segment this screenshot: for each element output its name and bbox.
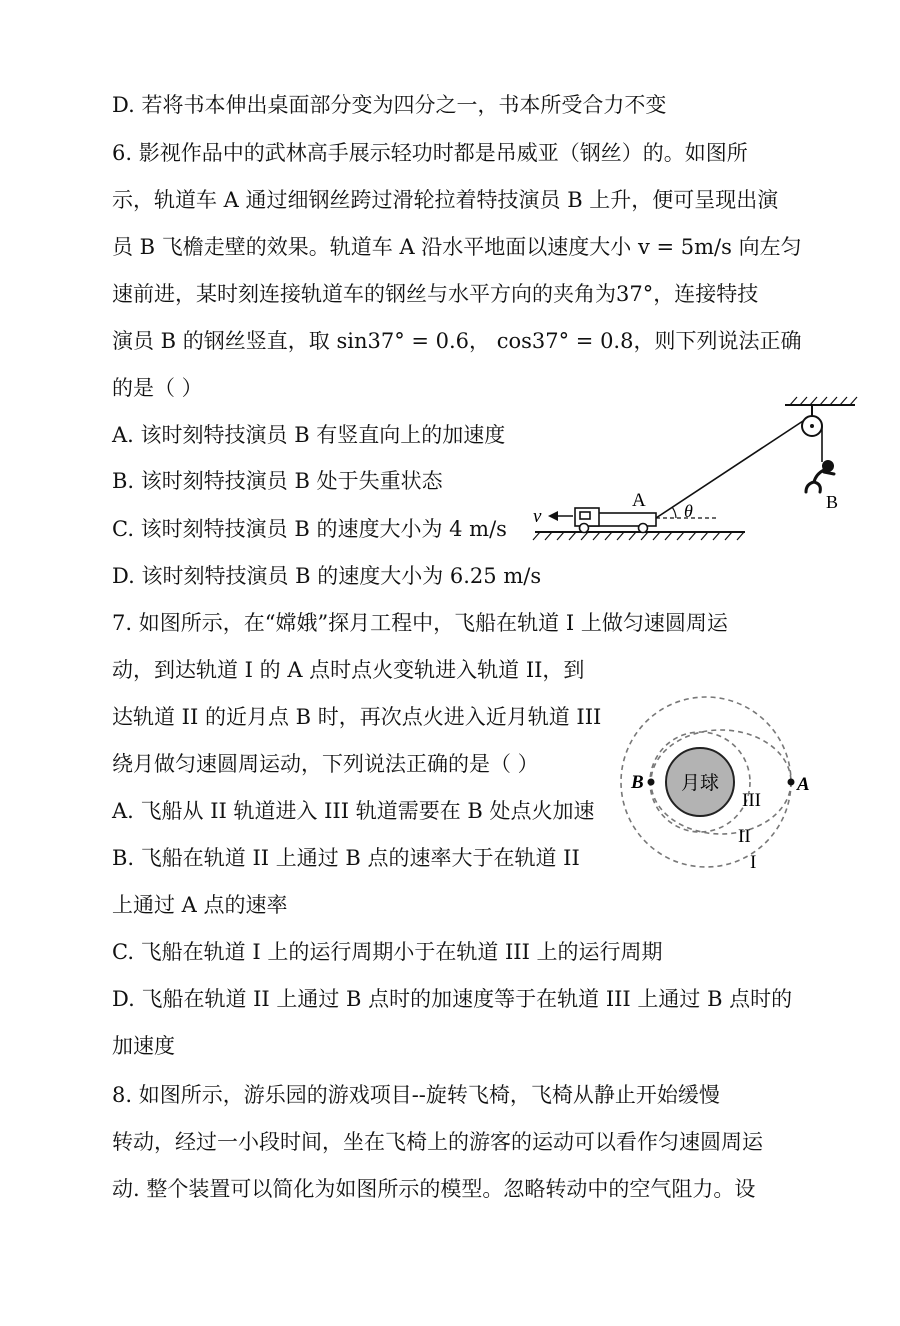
label-theta: θ	[684, 501, 693, 521]
label-v: v	[533, 506, 542, 527]
q7-option-b: B. 飞船在轨道 II 上通过 B 点的速率大于在轨道 II	[112, 846, 580, 870]
q7-option-b-cont: 上通过 A 点的速率	[112, 893, 288, 917]
q7-stem-line: 7. 如图所示，在“嫦娥”探月工程中，飞船在轨道 I 上做匀速圆周运	[112, 611, 728, 635]
q7-option-a: A. 飞船从 II 轨道进入 III 轨道需要在 B 处点火加速	[112, 799, 595, 823]
q6-stem-line: 员 B 飞檐走壁的效果。轨道车 A 沿水平地面以速度大小 v = 5m/s 向左匀	[112, 235, 802, 259]
label-a: A	[797, 774, 810, 795]
label-b: B	[631, 772, 644, 793]
q6-option-b: B. 该时刻特技演员 B 处于失重状态	[112, 469, 443, 493]
q6-stem-line: 6. 影视作品中的武林高手展示轻功时都是吊威亚（钢丝）的。如图所	[112, 141, 748, 165]
label-orbit-3: III	[742, 790, 761, 811]
q7-option-d: D. 飞船在轨道 II 上通过 B 点时的加速度等于在轨道 III 上通过 B 点时的	[112, 987, 793, 1011]
label-b: B	[826, 492, 839, 512]
label-orbit-1: I	[750, 852, 757, 873]
label-orbit-2: II	[738, 826, 751, 847]
q5-option-d: D. 若将书本伸出桌面部分变为四分之一，书本所受合力不变	[112, 93, 667, 117]
q7-stem-line: 达轨道 II 的近月点 B 时，再次点火进入近月轨道 III	[112, 705, 602, 729]
q6-stem-line: 示，轨道车 A 通过细钢丝跨过滑轮拉着特技演员 B 上升，便可呈现出演	[112, 188, 779, 212]
q6-option-d: D. 该时刻特技演员 B 的速度大小为 6.25 m/s	[112, 564, 542, 588]
q6-stem-line: 演员 B 的钢丝竖直，取 sin37° = 0.6， cos37° = 0.8，则下列说法正确	[112, 329, 802, 353]
q6-stem-line: 速前进，某时刻连接轨道车的钢丝与水平方向的夹角为37°，连接特技	[112, 282, 759, 306]
q6-option-c: C. 该时刻特技演员 B 的速度大小为 4 m/s	[112, 517, 507, 541]
q8-stem-line: 动. 整个装置可以简化为如图所示的模型。忽略转动中的空气阻力。设	[112, 1177, 756, 1201]
q7-stem-line: 绕月做匀速圆周运动，下列说法正确的是（ ）	[112, 752, 539, 776]
q7-option-c: C. 飞船在轨道 I 上的运行周期小于在轨道 III 上的运行周期	[112, 940, 663, 964]
moon-label: 月球	[680, 773, 720, 794]
q8-stem-line: 转动，经过一小段时间，坐在飞椅上的游客的运动可以看作匀速圆周运	[112, 1130, 763, 1154]
q6-stem-line: 的是（ ）	[112, 376, 203, 400]
q7-option-d-cont: 加速度	[112, 1034, 175, 1058]
q8-stem-line: 8. 如图所示，游乐园的游戏项目--旋转飞椅，飞椅从静止开始缓慢	[112, 1083, 720, 1107]
label-a: A	[632, 490, 646, 511]
q7-stem-line: 动，到达轨道 I 的 A 点时点火变轨进入轨道 II，到	[112, 658, 585, 682]
q6-option-a: A. 该时刻特技演员 B 有竖直向上的加速度	[112, 423, 506, 447]
